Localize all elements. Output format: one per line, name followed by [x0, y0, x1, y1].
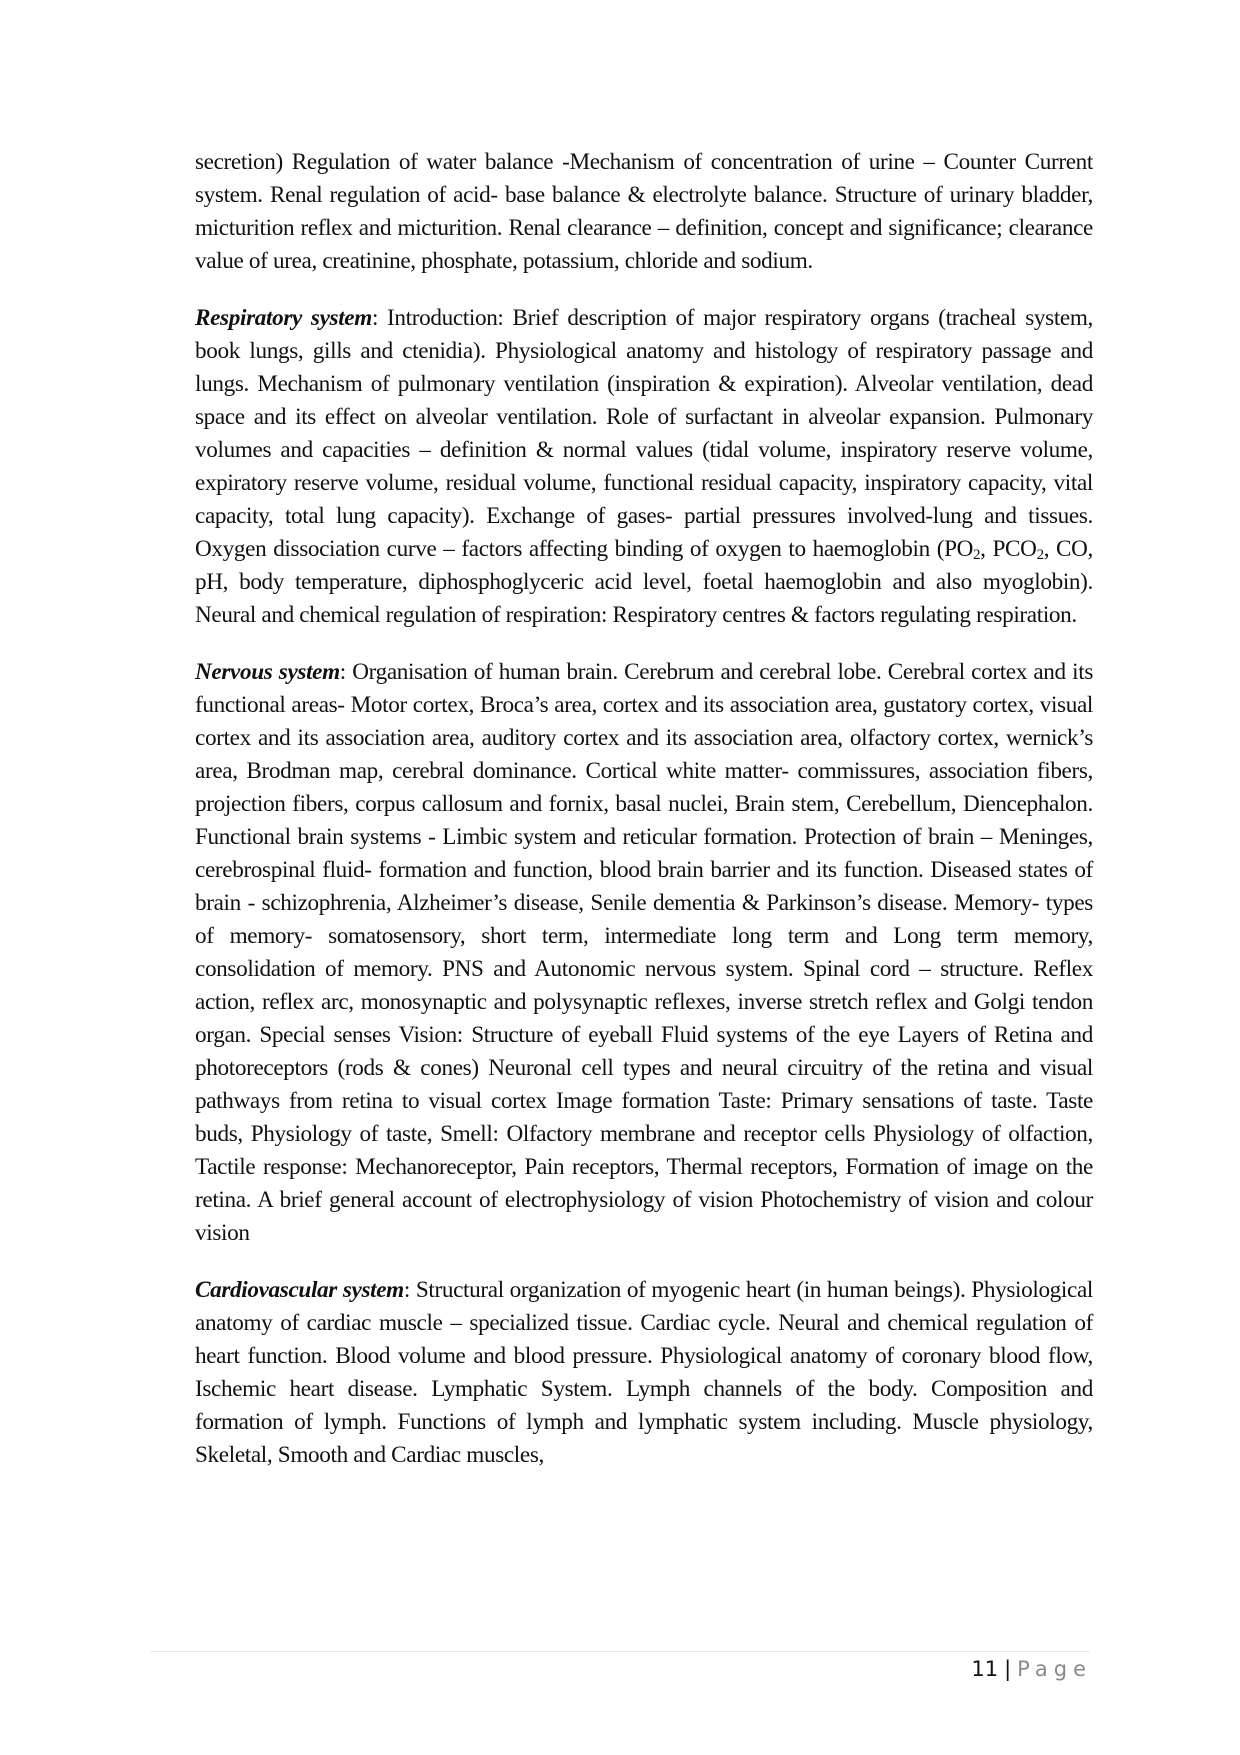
- section-heading-respiratory: Respiratory system: [195, 305, 372, 331]
- paragraph-text: : Structural organization of myogenic heart (in human beings). Physiological anatomy of cardiac muscle – specialized tissue. Cardiac cycle. Neural and chemical regulation of heart function. Blood volume and blood pressure. Physiological anatomy of coronary blood flow, Ischemic heart disease. Lymphatic System. Lymph channels of the body. Composition and formation of lymph. Functions of lymph and lymphatic system including. Muscle physiology, Skeletal, Smooth and Cardiac muscles,: [195, 1277, 1093, 1468]
- page-body: [195, 146, 1093, 1496]
- footer-divider: [150, 1651, 1090, 1652]
- paragraph-text: : Introduction: Brief description of major respiratory organs (tracheal system, book lungs, gills and ctenidia). Physiological anatomy and histology of respiratory passage and lungs. Mechanism of pulmonary ventilation (inspiration & expiration). Alveolar ventilation, dead space and its effect on alveolar ventilation. Role of surfactant in alveolar expansion. Pulmonary volumes and capacities – definition & normal values (tidal volume, inspiratory reserve volume, expiratory reserve volume, residual volume, functional residual capacity, inspiratory capacity, vital capacity, total lung capacity). Exchange of gases- partial pressures involved-lung and tissues. Oxygen dissociation curve – factors affecting binding of oxygen to haemoglobin (PO: [195, 305, 1093, 562]
- page-footer: [971, 1652, 1092, 1686]
- footer-separator: |: [1004, 1657, 1012, 1681]
- paragraph-text: , CO, pH, body temperature, diphosphoglyceric acid level, foetal haemoglobin and also myoglobin). Neural and chemical regulation of respiration: Respiratory centres & factors regulating respiration.: [195, 536, 1093, 628]
- subscript: 2: [973, 547, 981, 563]
- page-number: 11: [971, 1657, 999, 1681]
- paragraph-nervous-system: [195, 656, 1093, 1250]
- page-label: Page: [1017, 1657, 1092, 1681]
- paragraph-respiratory-system: [195, 302, 1093, 632]
- paragraph-text: , PCO: [980, 536, 1037, 562]
- paragraph-text: : Organisation of human brain. Cerebrum and cerebral lobe. Cerebral cortex and its functional areas- Motor cortex, Broca’s area, cortex and its association area, gustatory cortex, visual cortex and its association area, auditory cortex and its association area, olfactory cortex, wernick’s area, Brodman map, cerebral dominance. Cortical white matter- commissures, association fibers, projection fibers, corpus callosum and fornix, basal nuclei, Brain stem, Cerebellum, Diencephalon. Functional brain systems - Limbic system and reticular formation. Protection of brain – Meninges, cerebrospinal fluid- formation and function, blood brain barrier and its function. Diseased states of brain - schizophrenia, Alzheimer’s disease, Senile dementia & Parkinson’s disease. Memory- types of memory- somatosensory, short term, intermediate long term and Long term memory, consolidation of memory. PNS and Autonomic nervous system. Spinal cord – structure. Reflex action, reflex arc, monosynaptic and polysynaptic reflexes, inverse stretch reflex and Golgi tendon organ. Special senses Vision: Structure of eyeball Fluid systems of the eye Layers of Retina and photoreceptors (rods & cones) Neuronal cell types and neural circuitry of the retina and visual pathways from retina to visual cortex Image formation Taste: Primary sensations of taste. Taste buds, Physiology of taste, Smell: Olfactory membrane and receptor cells Physiology of olfaction, Tactile response: Mechanoreceptor, Pain receptors, Thermal receptors, Formation of image on the retina. A brief general account of electrophysiology of vision Photochemistry of vision and colour vision: [195, 659, 1094, 1246]
- paragraph-cardiovascular-system: [195, 1274, 1093, 1472]
- paragraph-text: secretion) Regulation of water balance -Mechanism of concentration of urine – Counter Current system. Renal regulation of acid- base balance & electrolyte balance. Structure of urinary bladder, micturition reflex and micturition. Renal clearance – definition, concept and significance; clearance value of urea, creatinine, phosphate, potassium, chloride and sodium.: [195, 149, 1093, 274]
- section-heading-cardiovascular: Cardiovascular system: [195, 1277, 404, 1303]
- paragraph-renal-continued: [195, 146, 1093, 278]
- subscript: 2: [1036, 547, 1044, 563]
- section-heading-nervous: Nervous system: [195, 659, 340, 685]
